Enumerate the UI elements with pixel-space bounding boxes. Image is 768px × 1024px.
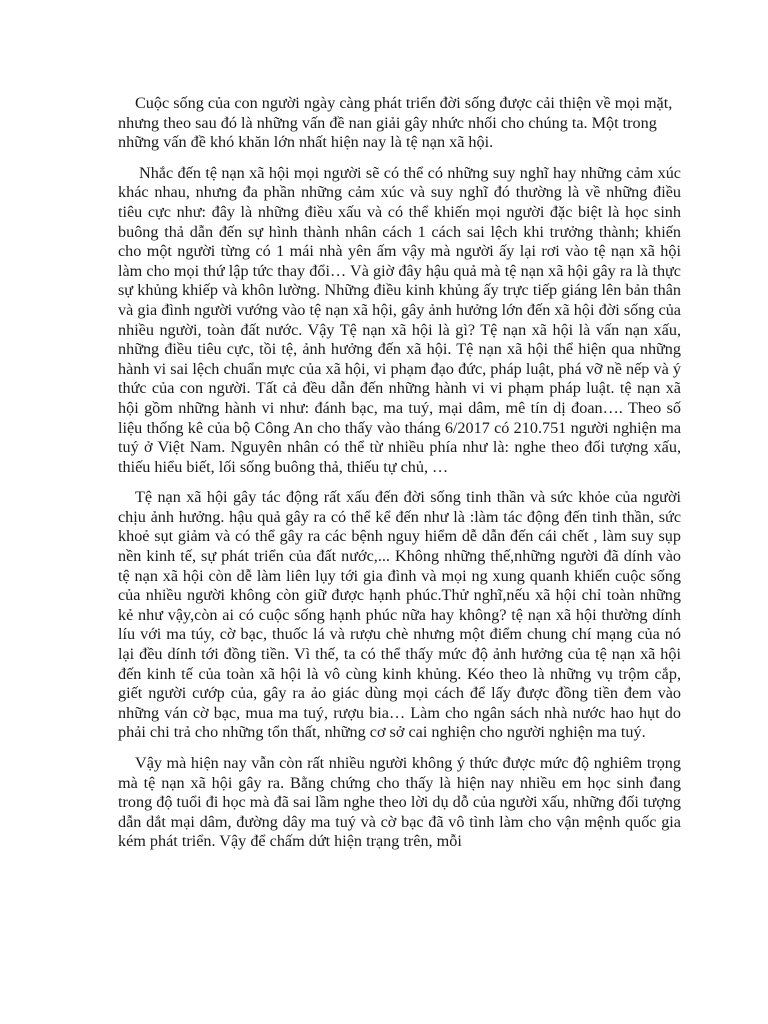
paragraph-awareness: Vậy mà hiện nay vẫn còn rất nhiều người không ý thức được mức độ nghiêm trọng mà tệ nạn xã hội gây ra. Bằng chứng cho thấy là hiện nay nhiều em học sinh đang trong độ tuổi đi học mà đã sai lầm nghe theo lời dụ dỗ của người xấu, những đối tượng dẫn dắt mại dâm, đường dây ma tuý và cờ bạc đã vô tình làm cho vận mệnh quốc gia kém phát triển. Vậy để chấm dứt hiện trạng trên, mỗi (118, 754, 681, 851)
paragraph-consequences: Tệ nạn xã hội gây tác động rất xấu đến đời sống tinh thần và sức khỏe của người chịu ảnh hưởng. hậu quả gây ra có thể kể đến như là :làm tác động đến tinh thần, sức khoẻ sụt giảm và có thể gây ra các bệnh nguy hiểm dễ dẫn đến cái chết , làm suy sụp nền kinh tế, sự phát triển của đất nước,... Không những thế,những người đã dính vào tệ nạn xã hội còn dễ làm liên lụy tới gia đình và mọi ng xung quanh khiến cuộc sống của nhiều người không còn giữ được hạnh phúc.Thử nghĩ,nếu xã hội chỉ toàn những kẻ như vậy,còn ai có cuộc sống hạnh phúc nữa hay không? tệ nạn xã hội thường dính líu với ma túy, cờ bạc, thuốc lá và rượu chè nhưng một điểm chung chí mạng của nó lại đều dính tới đồng tiền. Vì thế, ta có thể thấy mức độ ảnh hưởng của tệ nạn xã hội đến kinh tế của toàn xã hội là vô cùng kinh khủng. Kéo theo là những vụ trộm cắp, giết người cướp của, gây ra ảo giác dùng mọi cách để lấy được đồng tiền đem vào những ván cờ bạc, mua ma tuý, rượu bia… Làm cho ngân sách nhà nước hao hụt do phải chi trả cho những tổn thất, những cơ sở cai nghiện cho người nghiện ma tuý. (118, 488, 681, 742)
paragraph-intro: Cuộc sống của con người ngày càng phát triển đời sống được cải thiện về mọi mặt, nhưng theo sau đó là những vấn đề nan giải gây nhức nhối cho chúng ta. Một trong những vấn đề khó khăn lớn nhất hiện nay là tệ nạn xã hội. (118, 94, 673, 152)
document-page (118, 94, 681, 863)
paragraph-definition: Nhắc đến tệ nạn xã hội mọi người sẽ có thể có những suy nghĩ hay những cảm xúc khác nhau, nhưng đa phần những cảm xúc và suy nghĩ đó thường là về những điều tiêu cực như: đây là những điều xấu và có thể khiến mọi người đặc biệt là học sinh buông thả dẫn đến sự hình thành nhân cách 1 cách sai lệch khi trưởng thành; khiến cho một người từng có 1 mái nhà yên ấm vậy mà người ấy lại rơi vào tệ nạn xã hội làm cho mọi thứ lập tức thay đổi… Và giờ đây hậu quả mà tệ nạn xã hội gây ra là thực sự khủng khiếp và khôn lường. Những điều kinh khủng ấy trực tiếp giáng lên bản thân và gia đình người vướng vào tệ nạn xã hội, gây ảnh hưởng lớn đến xã hội đời sống của nhiều người, toàn đất nước. Vậy Tệ nạn xã hội là gì? Tệ nạn xã hội là vấn nạn xấu, những điều tiêu cực, tồi tệ, ảnh hưởng đến xã hội. Tệ nạn xã hội thể hiện qua những hành vi sai lệch chuẩn mực của xã hội, vi phạm đạo đức, pháp luật, phá vỡ nề nếp và ý thức của con người. Tất cả đều dẫn đến những hành vi vi phạm pháp luật. tệ nạn xã hội gồm những hành vi như: đánh bạc, ma tuý, mại dâm, mê tín dị đoan…. Theo số liệu thống kê của bộ Công An cho thấy vào tháng 6/2017 có 210.751 người nghiện ma tuý ở Việt Nam. Nguyên nhân có thể từ nhiều phía như là: nghe theo đối tượng xấu, thiếu hiểu biết, lối sống buông thả, thiếu tự chủ, … (118, 163, 681, 476)
